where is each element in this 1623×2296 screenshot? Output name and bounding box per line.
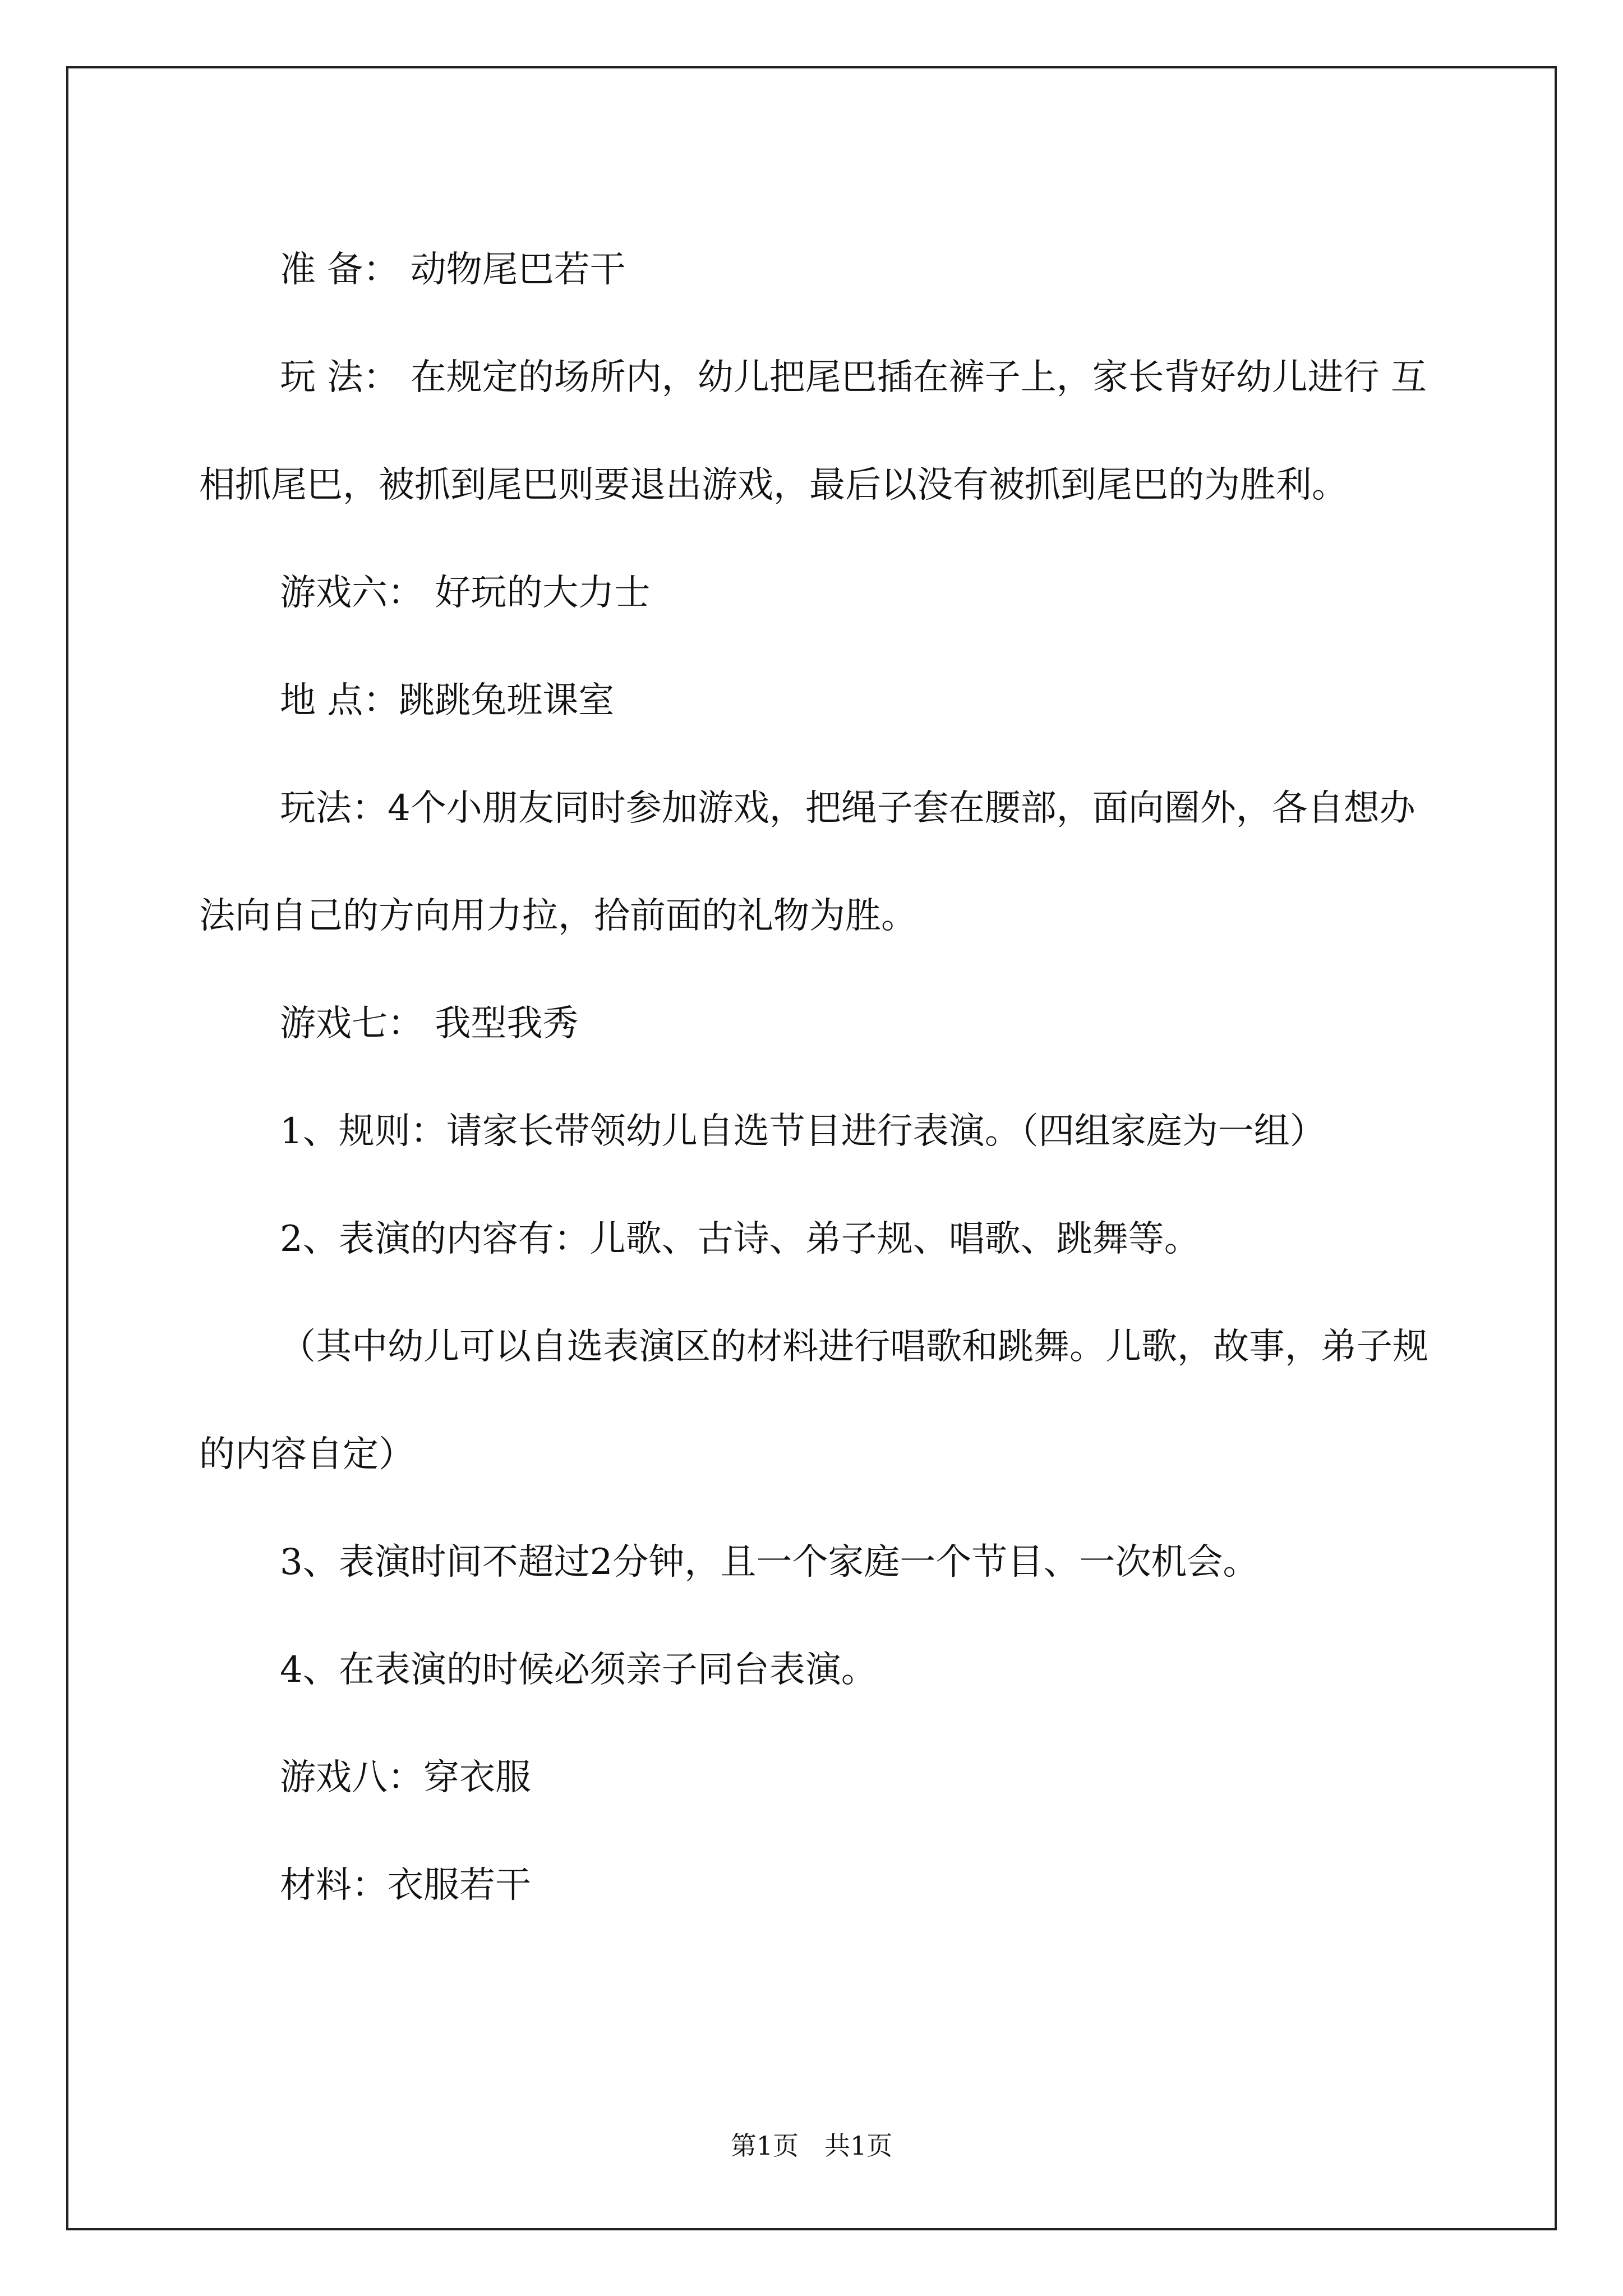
paragraph-location: 地 点：跳跳兔班课室: [280, 680, 615, 721]
paragraph-rule-3: 3、表演时间不超过2分钟，且一个家庭一个节目、一次机会。: [280, 1542, 1259, 1583]
paragraph-rule-2-note: （其中幼儿可以自选表演区的材料进行唱歌和跳舞。儿歌，故事，弟子规的内容自定）: [199, 1326, 1428, 1475]
paragraph-rule-1: 1、规则：请家长带领幼儿自选节目进行表演。（四组家庭为一组）: [280, 1111, 1326, 1152]
paragraph-game-seven-title: 游戏七： 我型我秀: [280, 1003, 579, 1045]
paragraph-game-six-title: 游戏六： 好玩的大力士: [280, 572, 651, 614]
document-body: [199, 216, 1438, 1939]
paragraph-rule-2: 2、表演的内容有：儿歌、古诗、弟子规、唱歌、跳舞等。: [280, 1218, 1200, 1260]
paragraph-play-method: 玩 法： 在规定的场所内，幼儿把尾巴插在裤子上，家长背好幼儿进行 互相抓尾巴，被抓到尾巴则要退出游戏，最后以没有被抓到尾巴的为胜利。: [199, 357, 1427, 506]
paragraph-tug-rules: 玩法：4个小朋友同时参加游戏，把绳子套在腰部，面向圈外，各自想办法向自己的方向用力拉，拾前面的礼物为胜。: [199, 788, 1415, 937]
paragraph-preparation: 准 备： 动物尾巴若干: [280, 249, 626, 291]
paragraph-rule-4: 4、在表演的时候必须亲子同台表演。: [280, 1649, 877, 1691]
paragraph-materials: 材料：衣服若干: [280, 1865, 531, 1906]
page-footer: 第1页 共1页: [730, 2131, 893, 2161]
paragraph-game-eight-title: 游戏八：穿衣服: [280, 1757, 531, 1798]
